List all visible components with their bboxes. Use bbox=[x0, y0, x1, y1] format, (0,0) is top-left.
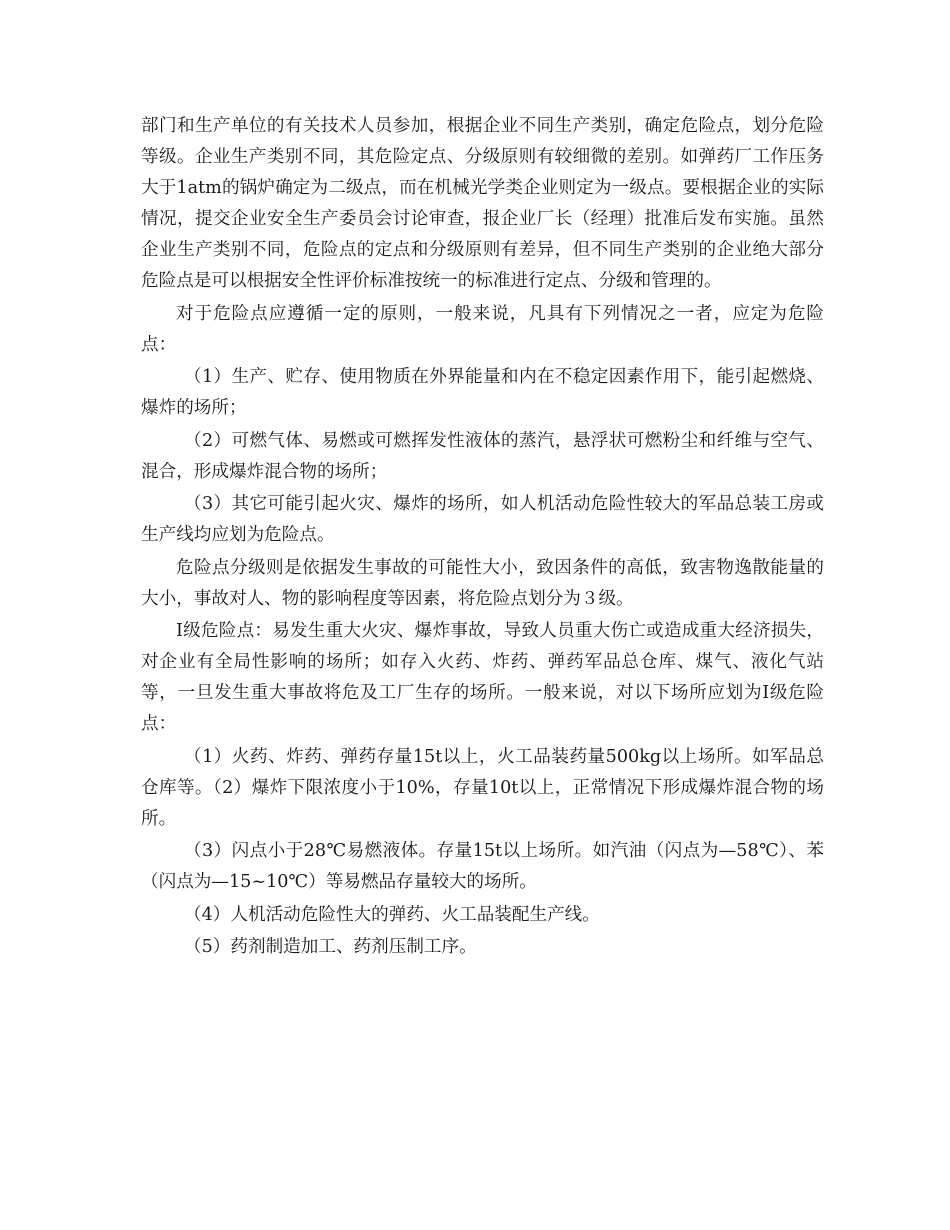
paragraph-level-1: Ⅰ级危险点：易发生重大火灾、爆炸事故，导致人员重大伤亡或造成重大经济损失，对企业有全局性影响的场所；如存入火药、炸药、弹药军品总仓库、煤气、液化气站等，一旦发生重大事故将危及工厂生存的场所。一般来说，对以下场所应划为Ⅰ级危险点： bbox=[141, 621, 824, 734]
list-item-level-1-c: （4）人机活动危险性大的弹药、火工品装配生产线。 bbox=[184, 904, 600, 925]
paragraph-grading: 危险点分级则是依据发生事故的可能性大小，致因条件的高低，致害物逸散能量的大小，事故对人、物的影响程度等因素，将危险点划分为３级。 bbox=[141, 557, 824, 609]
list-item-level-1-b: （3）闪点小于28℃易燃液体。存量15t以上场所。如汽油（闪点为—58℃）、苯（闪点为—15~10℃）等易燃品存量较大的场所。 bbox=[141, 841, 824, 892]
list-item-3: （3）其它可能引起火灾、爆炸的场所，如人机活动危险性较大的军品总装工房或生产线均应划为危险点。 bbox=[141, 494, 824, 545]
list-item-level-1-d: （5）药剂制造加工、药剂压制工序。 bbox=[184, 937, 477, 957]
paragraph-principles-intro: 对于危险点应遵循一定的原则，一般来说，凡具有下列情况之一者，应定为危险点： bbox=[141, 303, 824, 355]
list-item-1: （1）生产、贮存、使用物质在外界能量和内在不稳定因素作用下，能引起燃烧、爆炸的场所； bbox=[141, 367, 824, 418]
list-item-2: （2）可燃气体、易燃或可燃挥发性液体的蒸汽，悬浮状可燃粉尘和纤维与空气、混合，形成爆炸混合物的场所； bbox=[141, 430, 824, 482]
paragraph-continuation: 部门和生产单位的有关技术人员参加，根据企业不同生产类别，确定危险点，划分危险等级。企业生产类别不同，其危险定点、分级原则有较细微的差别。如弹药厂工作压务大于1atm的锅炉确定为二级点，而在机械光学类企业则定为一级点。要根据企业的实际情况，提交企业安全生产委员会讨论审查，报企业厂长（经理）批准后发布实施。虽然企业生产类别不同，危险点的定点和分级原则有差异，但不同生产类别的企业绝大部分危险点是可以根据安全性评价标准按统一的标准进行定点、分级和管理的。 bbox=[141, 116, 824, 291]
document-body bbox=[141, 111, 824, 965]
list-item-level-1-a: （1）火药、炸药、弹药存量15t以上，火工品装药量500kg以上场所。如军品总仓库等。（2）爆炸下限浓度小于10%，存量10t以上，正常情况下形成爆炸混合物的场所。 bbox=[141, 746, 824, 829]
